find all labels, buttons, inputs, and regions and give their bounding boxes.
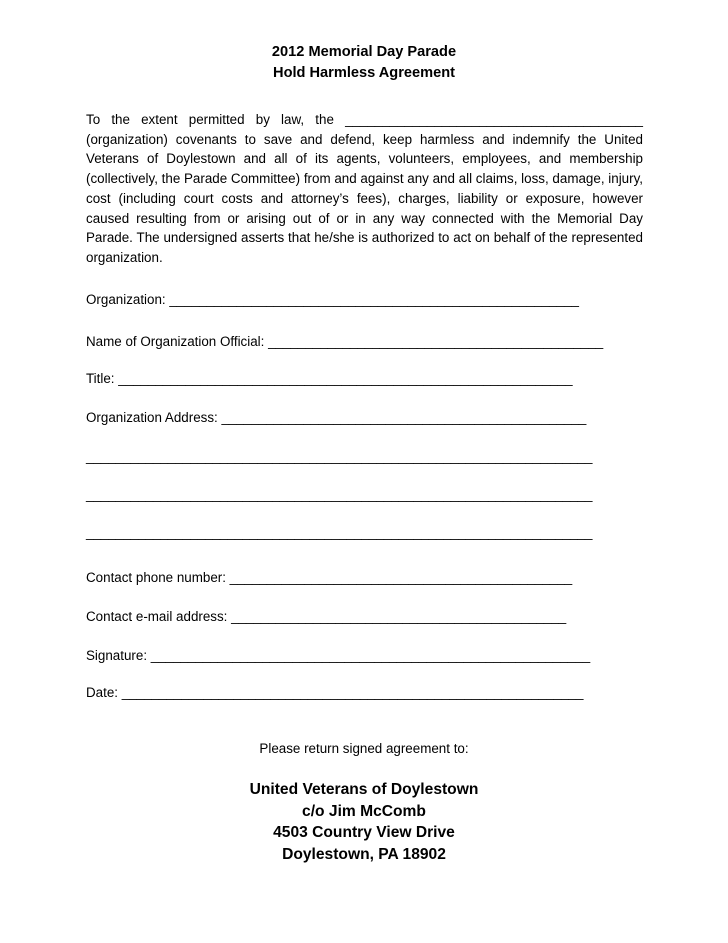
- contact-email-field: Contact e-mail address: _____________________________________________: [86, 609, 567, 624]
- title-field: Title: _____________________________________________________________: [86, 371, 573, 386]
- official-name-field: Name of Organization Official: _____________________________________________: [86, 334, 604, 349]
- address-line-3: ____________________________________________________________________: [86, 487, 593, 502]
- return-address-line-3: 4503 Country View Drive: [273, 824, 455, 841]
- return-address: [0, 779, 728, 865]
- return-address-line-1: United Veterans of Doylestown: [249, 781, 479, 798]
- agreement-paragraph: To the extent permitted by law, the ________________________________________ (organization) covenants to save and defend, keep harmless and indemnify the United Veterans of Doylestown and all of its agents, volunteers, employees, and membership (collectively, the Parade Committee) from and against any and all claims, loss, damage, injury, cost (including court costs and attorney’s fees), charges, liability or exposure, however caused resulting from or arising out of or in any way connected with the Memorial Day Parade. The undersigned asserts that he/she is authorized to act on behalf of the represented organization.: [86, 112, 643, 265]
- return-address-line-4: Doylestown, PA 18902: [282, 845, 446, 863]
- organization-field: Organization: _______________________________________________________: [86, 292, 579, 307]
- signature-field: Signature: ___________________________________________________________: [86, 648, 591, 663]
- return-address-line-2: c/o Jim McComb: [302, 802, 426, 820]
- title-line-1: 2012 Memorial Day Parade: [271, 44, 457, 60]
- return-instructions: Please return signed agreement to:: [259, 741, 469, 756]
- address-line-2: ____________________________________________________________________: [86, 449, 593, 464]
- date-field: Date: ______________________________________________________________: [86, 685, 584, 700]
- address-line-4: ____________________________________________________________________: [86, 525, 593, 540]
- document-title: [0, 42, 728, 84]
- title-line-2: Hold Harmless Agreement: [273, 65, 455, 81]
- organization-address-field: Organization Address: _________________________________________________: [86, 410, 587, 425]
- contact-phone-field: Contact phone number: ______________________________________________: [86, 570, 573, 585]
